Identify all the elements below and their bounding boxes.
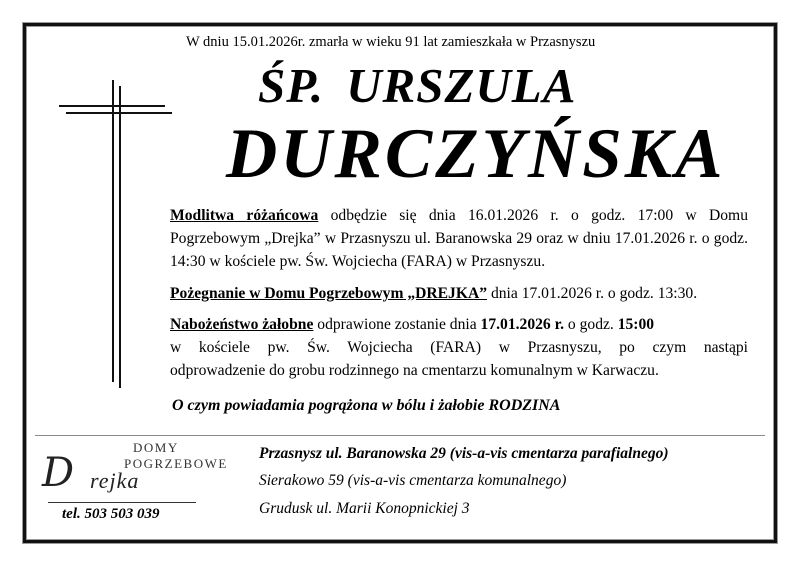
- closing-line: O czym powiadamia pogrążona w bólu i żałobie RODZINA: [172, 397, 561, 414]
- first-name: URSZULA: [346, 58, 577, 113]
- logo-underline: [48, 502, 196, 503]
- service-line-1: Nabożeństwo żałobne odprawione zostanie dnia 17.01.2026 r. o godz. 15:00: [170, 316, 655, 333]
- logo-line-2: POGRZEBOWE: [124, 456, 228, 471]
- rosary-label: Modlitwa różańcowa: [170, 207, 319, 224]
- title-prefix: ŚP.: [258, 58, 325, 113]
- address-grudusk: Grudusk ul. Marii Konopnickiej 3: [259, 500, 470, 517]
- service-label: Nabożeństwo żałobne: [170, 316, 314, 333]
- logo-name: rejka: [90, 468, 140, 493]
- rosary-text: odbędzie się dnia 16.01.2026 r. o godz. 17:00 w Domu Pogrzebowym „Drejka” w Przasnyszu ul. Baranowska 29 oraz w dniu 17.01.2026 r. o godz. 14:30 w kościele pw. Św. Wojciecha (FARA) w Przasnyszu.: [170, 207, 748, 270]
- address-sierakowo: Sierakowo 59 (vis-a-vis cmentarza komunalnego): [259, 472, 567, 489]
- service-date: 17.01.2026 r.: [480, 316, 564, 333]
- funeral-home-phone: tel. 503 503 039: [62, 506, 160, 522]
- footer-divider: [35, 435, 765, 436]
- address-przasnysz: Przasnysz ul. Baranowska 29 (vis-a-vis cmentarza parafialnego): [259, 445, 669, 462]
- logo-initial: D: [42, 450, 75, 496]
- service-paragraph: [170, 313, 748, 382]
- service-line-2: w kościele pw. Św. Wojciecha (FARA) w Przasnyszu, po czym nastąpi: [170, 339, 748, 356]
- logo-line-1: DOMY: [133, 440, 179, 455]
- service-line-3: odprowadzenie do grobu rodzinnego na cmentarzu komunalnym w Karwaczu.: [170, 362, 659, 379]
- funeral-home-logo: [40, 440, 228, 525]
- deceased-surname: DURCZYŃSKA: [226, 115, 726, 193]
- rosary-paragraph: [170, 204, 748, 273]
- farewell-text: dnia 17.01.2026 r. o godz. 13:30.: [487, 285, 698, 302]
- service-time: 15:00: [617, 316, 655, 333]
- deceased-first-name: [258, 58, 577, 113]
- death-announcement: W dniu 15.01.2026r. zmarła w wieku 91 lat zamieszkała w Przasnyszu: [186, 34, 596, 50]
- farewell-label: Pożegnanie w Domu Pogrzebowym „DREJKA”: [170, 285, 488, 302]
- farewell-paragraph: [170, 282, 748, 305]
